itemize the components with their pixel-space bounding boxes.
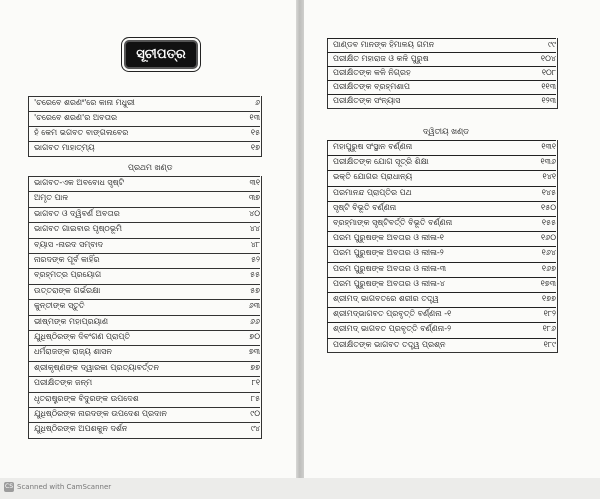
toc-title: ପରୀକ୍ଷିତଙ୍କ ବ୍ରହ୍ମଶାପ <box>333 82 410 91</box>
toc-page-number: ୧୮୯ <box>543 339 556 349</box>
toc-row <box>327 186 556 199</box>
toc-title: ପାଣ୍ଡବ ମାନଙ୍କ ହିମାଳୟ ଗମନ <box>333 40 435 49</box>
toc-title: ଭକ୍ତି ଯୋଗର ପ୍ରାଧାନ୍ୟ <box>333 172 413 182</box>
toc-row <box>327 66 556 79</box>
toc-row <box>28 126 260 139</box>
toc-row <box>28 111 260 124</box>
toc-page-number: ୫୨ <box>251 255 260 264</box>
toc-page-number: ୯୦ <box>250 409 260 418</box>
page-title: ସୂଚୀପତ୍ର <box>136 47 186 62</box>
toc-page-number: ୯୪ <box>250 424 260 434</box>
toc-title: ଶ୍ରୀମଦ୍ ଭାଗବତରେ ଶରୀର ତତ୍ତ୍ୱ <box>333 294 439 303</box>
toc-page-number: ୧୦୮ <box>541 68 556 77</box>
toc-title: ଯୁଧିଷ୍ଠିରଙ୍କ ଦିବଂଗଣ ପ୍ରାପ୍ତି <box>34 332 131 341</box>
toc-page-number: ୧୦୪ <box>540 54 556 63</box>
toc-title: ଶ୍ରୀକୃଷ୍ଣଙ୍କ ଦ୍ୱାରକା ପ୍ରତ୍ୟାବର୍ତ୍ତନ <box>34 362 159 372</box>
toc-page-number: ୪୦ <box>249 208 260 218</box>
toc-title: ଭୀଷ୍ମଙ୍କ ମହାପ୍ରୟାଣ <box>34 316 108 326</box>
toc-title: ପରୀକ୍ଷିତଙ୍କ ଜନ୍ମ <box>34 378 93 388</box>
toc-title: ଧର୍ମରାଜଙ୍କ ରାଜ୍ୟ ଶାସନ <box>34 347 112 357</box>
toc-page-number: ୧୭୩ <box>540 278 556 288</box>
camscanner-logo-icon: CS <box>5 483 13 490</box>
toc-title: ପରମ ପୁରୁଷଙ୍କ ଅବତାର ଓ ଲୀଳା-୪ <box>333 278 445 288</box>
toc-page-number: ୧୩୧ <box>541 142 556 151</box>
toc-page-number: ୬୬ <box>249 316 260 326</box>
toc-title: ସୃଷ୍ଟି ବିଭୂତି ବର୍ଣ୍ଣନା <box>333 202 397 212</box>
toc-row <box>28 299 260 312</box>
toc-row <box>28 315 260 328</box>
toc-title: ପରୀକ୍ଷିତଙ୍କ ସଂନ୍ୟାସ <box>333 96 401 105</box>
toc-page-number: ୪୪ <box>249 224 260 234</box>
toc-page-number: ୧୮୬ <box>542 324 556 334</box>
toc-row <box>28 268 260 281</box>
toc-title: ଶ୍ରୀମଦ୍ଭାଗବତ ପ୍ରବୃତ୍ତି ବର୍ଣ୍ଣନା -୧ <box>333 309 452 319</box>
toc-page-number: ୧୫୫ <box>541 218 556 227</box>
toc-page-number: ୧୬୪ <box>541 248 556 258</box>
toc-row <box>28 376 260 389</box>
toc-row <box>327 338 556 351</box>
toc-row <box>28 238 260 251</box>
scanner-footer <box>0 478 600 499</box>
book-gutter <box>296 0 304 478</box>
toc-page-number: ୧୮୨ <box>543 309 556 319</box>
toc-title: ପରୀକ୍ଷିତ ମହାରାଜ ଓ କଳି ପୁରୁଷ <box>333 54 429 63</box>
toc-title: ପରମାନନ୍ଦ ପ୍ରାପ୍ତିର ପଥ <box>333 187 412 197</box>
toc-page-number: ୩୭ <box>248 193 260 203</box>
toc-page-number: ୮୫ <box>250 393 260 403</box>
toc-title: କୁନ୍ତୀଙ୍କ ସ୍ତୁତି <box>34 301 85 311</box>
toc-title: 'ଚରେବେ ଶରଣ'ର ଅବତାର <box>34 113 118 122</box>
toc-page-number: ୧୫ <box>250 128 260 137</box>
toc-page-number: ୧୩୬ <box>540 157 556 167</box>
right-section-heading: ଦ୍ୱିତୀୟ ଖଣ୍ଡ <box>423 127 470 136</box>
toc-row <box>327 322 556 335</box>
toc-row <box>327 262 556 275</box>
toc-title: ଶ୍ରୀମଦ୍ ଭାଗବତ ପ୍ରବୃତ୍ତି ବର୍ଣ୍ଣନା-୨ <box>333 324 452 334</box>
toc-title: 'ଚରେବେ ଶରଣଂ'ରେ କାନା ମଧୁରୀ <box>34 98 135 107</box>
toc-row <box>28 422 260 435</box>
scanner-watermark <box>4 482 111 492</box>
toc-title: ମହାପୁରୁଷ ସଂସ୍ଥାନ ବର୍ଣ୍ଣନା <box>333 142 413 151</box>
toc-page-number: ୧୪୧ <box>542 172 556 182</box>
toc-row <box>28 141 260 154</box>
toc-page-number: ୭୭ <box>250 362 260 372</box>
toc-page-number: ୧୬୦ <box>541 233 556 243</box>
toc-page-number: ୭୦ <box>249 332 260 341</box>
toc-title: ହଁ କେମ ଭଗବତ ବାଙ୍ଗଲବେର <box>34 128 129 137</box>
toc-title: ଭାଗବତ-ଏକ ଅବବୋଧ ସୃଷ୍ଟି <box>34 178 125 187</box>
toc-page-number: ୩୧ <box>249 178 260 187</box>
toc-page-number: ୧୫୦ <box>541 202 556 212</box>
toc-row <box>28 361 260 374</box>
toc-row <box>327 52 556 65</box>
toc-row <box>327 231 556 244</box>
left-section-heading: ପ୍ରଥମ ଖଣ୍ଡ <box>128 163 173 172</box>
toc-page-number: ୧୩ <box>249 113 260 122</box>
toc-page-number: ୧୭୭ <box>542 294 556 303</box>
toc-title: ପରମ ପୁରୁଷଙ୍କ ଅବତାର ଓ ଲୀଳା-୧ <box>333 233 444 243</box>
toc-title: ଭାଗବତ ଗାଇବାର ପୃଷ୍ଠଭୂମି <box>34 224 122 234</box>
toc-title: ଯୁଧିଷ୍ଠିରଙ୍କ ଅପଶକୁନ ଦର୍ଶନ <box>34 424 128 434</box>
toc-row <box>327 277 556 290</box>
toc-title: ପରୀକ୍ଷିତଙ୍କ ଭାଗବତ ତତ୍ତ୍ୱ ପ୍ରଶ୍ନ <box>333 339 446 349</box>
toc-row <box>28 345 260 358</box>
toc-page-number: ୪୮ <box>250 239 260 249</box>
toc-title: ବ୍ରହ୍ମାଙ୍କ ସୃଷ୍ଟିବର୍ତ୍ତି ବିଭୂତି ବର୍ଣ୍ଣନା <box>333 218 453 227</box>
toc-row <box>327 201 556 214</box>
contents-title-badge <box>124 40 198 69</box>
toc-title: ବ୍ରହ୍ମତ୍ର ପ୍ରୟୋଗ <box>34 270 102 280</box>
toc-row <box>327 155 556 168</box>
toc-row <box>28 191 260 204</box>
toc-title: ଧୃତରାଷ୍ଟ୍ରଙ୍କ ବିଦୁରଙ୍କ ଉପଦେଶ <box>34 393 139 403</box>
toc-page-number: ୫୭ <box>250 285 260 295</box>
toc-row <box>28 222 260 235</box>
toc-row <box>28 253 260 266</box>
toc-title: ଉତ୍ତରାଙ୍କ ଗର୍ଭରକ୍ଷା <box>34 285 101 295</box>
toc-page-number: ୧୬୭ <box>541 263 556 273</box>
toc-title: ଭାଗବତ ଓ ଦ୍ୱିବର୍ଣ ଅବତାର <box>34 208 120 218</box>
toc-page-number: ୯୯ <box>548 40 556 49</box>
toc-row <box>28 207 260 220</box>
toc-title: ପରମ ପୁରୁଷଙ୍କ ଅବତାର ଓ ଲୀଳା-୩ <box>333 263 447 273</box>
toc-page-number: ୧୭ <box>250 143 260 152</box>
toc-page-number: ୧୧୩ <box>541 82 556 91</box>
toc-title: ଅମୃତ ପାଳ <box>34 193 69 203</box>
toc-row <box>28 392 260 405</box>
toc-row <box>327 246 556 259</box>
toc-row <box>327 170 556 183</box>
toc-row <box>28 176 260 189</box>
toc-row <box>28 284 260 297</box>
toc-title: ଭାଗବତ ମାହାତ୍ମ୍ୟ <box>34 143 95 152</box>
toc-page-number: ୫୫ <box>250 270 260 280</box>
toc-page-number: ୬୩ <box>248 301 260 311</box>
toc-row <box>327 140 556 153</box>
toc-row <box>28 407 260 420</box>
toc-page-number: ୬ <box>254 98 260 107</box>
toc-title: ପରମ ପୁରୁଷଙ୍କ ଅବତାର ଓ ଲୀଳା-୨ <box>333 248 444 258</box>
toc-page-number: ୮୧ <box>251 378 260 388</box>
toc-title: ବ୍ୟାସ -ନାରଦ ସମ୍ବାଦ <box>34 239 104 249</box>
toc-row <box>327 307 556 320</box>
toc-title: ପରୀକ୍ଷିତଙ୍କ ଯୋଗ ସୂତ୍ରି ଶିକ୍ଷା <box>333 157 429 167</box>
toc-page-number: ୧୨୩ <box>541 96 556 105</box>
toc-title: ନାରଦଙ୍କ ପୂର୍ବ କାହିଁର <box>34 255 100 264</box>
scanner-text: Scanned with CamScanner <box>17 483 112 491</box>
toc-row <box>28 330 260 343</box>
toc-page-number: ୭୩ <box>248 347 260 357</box>
toc-title: ଯୁଧିଷ୍ଠିରଙ୍କ ନାରଦଙ୍କ ଉପଦେଶ ପ୍ରଦାନ <box>34 409 167 418</box>
toc-title: ପରୀକ୍ଷିତଙ୍କ କଳି ନିଗ୍ରହ <box>333 68 411 77</box>
toc-row <box>28 96 260 109</box>
toc-row <box>327 94 556 107</box>
toc-row <box>327 80 556 93</box>
toc-row <box>327 38 556 51</box>
toc-row <box>327 292 556 305</box>
toc-page-number: ୧୪୫ <box>541 187 556 197</box>
toc-row <box>327 216 556 229</box>
